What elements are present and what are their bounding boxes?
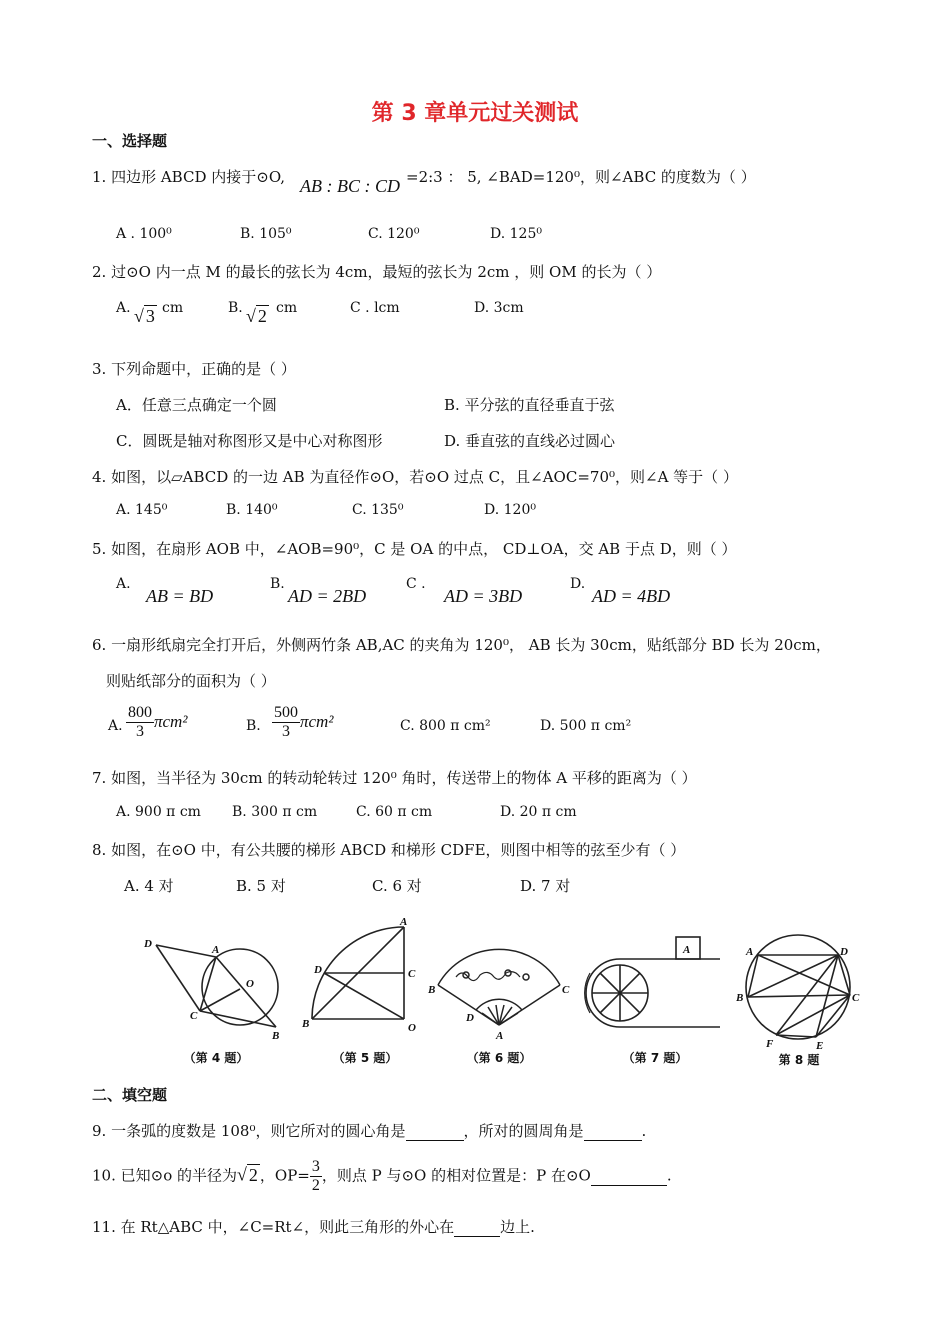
question-5-option-d-label: D. (570, 576, 586, 592)
label-o: O (408, 1022, 416, 1034)
figure-5-diagram (300, 915, 430, 1045)
question-9-part-b: ，所对的圆周角是 (463, 1122, 584, 1140)
question-7-option-b: B. 300 π cm (232, 804, 318, 820)
question-3-option-b: B. 平分弦的直径垂直于弦 (444, 396, 615, 414)
question-3-option-d: D. 垂直弦的直线必过圆心 (444, 432, 616, 450)
question-7-option-c: C. 60 π cm (356, 804, 433, 820)
label-c: C (852, 992, 860, 1004)
question-8-option-d: D. 7 对 (520, 877, 571, 895)
question-3-text: 3. 下列命题中，正确的是（ ） (92, 360, 296, 378)
label-b: B (428, 984, 436, 996)
question-5-option-d-expr: AD = 4BD (592, 586, 671, 606)
question-1-text: 1. 四边形 ABCD 内接于⊙O, (92, 168, 286, 186)
label-a: A (683, 944, 691, 956)
answer-blank[interactable] (591, 1167, 667, 1186)
question-10-part-c: ，则点 P 与⊙O 的相对位置是：P 在⊙O (321, 1166, 591, 1185)
question-11-part-a: 11. 在 Rt△ABC 中，∠C=Rt∠，则此三角形的外心在 (92, 1218, 455, 1236)
question-7-option-d: D. 20 π cm (500, 804, 577, 820)
question-2-option-d: D. 3cm (474, 300, 524, 316)
question-5-option-b-expr: AD = 2BD (288, 586, 367, 606)
question-1-option-a: A . 100⁰ (116, 226, 172, 242)
question-4-text: 4. 如图，以▱ABCD 的一边 AB 为直径作⊙O，若⊙O 过点 C，且∠AOC=70⁰，则∠A 等于（ ） (92, 468, 738, 486)
question-2-option-b-unit: cm (276, 300, 298, 316)
question-6-option-a-expr (126, 704, 187, 741)
question-4-option-c: C. 135⁰ (352, 502, 404, 518)
label-f: F (766, 1038, 774, 1050)
question-6-text-line1: 6. 一扇形纸扇完全打开后，外侧两竹条 AB,AC 的夹角为 120⁰， AB 长为 30cm，贴纸部分 BD 长为 20cm， (92, 636, 831, 654)
figure-7-diagram (580, 915, 730, 1045)
label-a: A (496, 1030, 504, 1042)
question-9 (92, 1120, 646, 1141)
question-8-option-b: B. 5 对 (236, 877, 286, 895)
question-11 (92, 1216, 535, 1237)
figure-5 (300, 915, 430, 1066)
label-a: A (746, 946, 754, 958)
numerator: 500 (274, 704, 298, 721)
label-a: A (400, 916, 408, 928)
label-d: D (314, 964, 322, 976)
figure-7-caption: （第 7 题） (622, 1051, 688, 1065)
question-4-option-d: D. 120⁰ (484, 502, 536, 518)
question-3-option-a: A．任意三点确定一个圆 (116, 396, 277, 414)
question-1-option-d: D. 125⁰ (490, 226, 542, 242)
section-heading-fill: 二、填空题 (92, 1086, 168, 1104)
figure-6-diagram (426, 915, 572, 1045)
figure-8-caption: 第 8 题 (778, 1053, 820, 1067)
figure-8-diagram (736, 915, 862, 1051)
sqrt-expression: √ 2 (237, 1164, 258, 1185)
question-2-option-a-sqrt: √ 3 (134, 306, 155, 326)
question-9-part-a: 9. 一条弧的度数是 108⁰，则它所对的圆心角是 (92, 1122, 406, 1140)
question-2-option-b-sqrt: √ 2 (246, 306, 267, 326)
question-6-option-b-expr (272, 704, 333, 741)
question-2-option-b-label: B. (228, 300, 243, 316)
figure-4-diagram (136, 915, 296, 1045)
question-6-option-d: D. 500 π cm² (540, 718, 632, 734)
question-6-option-a-label: A. (108, 718, 123, 734)
question-4-option-a: A. 145⁰ (116, 502, 168, 518)
question-11-part-b: 边上. (500, 1218, 535, 1236)
label-d: D (144, 938, 152, 950)
question-9-part-c: . (641, 1122, 647, 1140)
question-2-option-a-label: A. (116, 300, 131, 316)
question-1-arcs: AB : BC : CD (300, 176, 400, 196)
radicand: 3 (145, 306, 155, 326)
question-10-part-d: . (666, 1166, 672, 1185)
figure-7 (580, 915, 730, 1066)
question-6-option-c: C. 800 π cm² (400, 718, 491, 734)
figure-6 (426, 915, 572, 1066)
question-5-option-b-label: B. (270, 576, 285, 592)
figure-8 (736, 915, 862, 1068)
question-10-part-a: 10. 已知⊙o 的半径为 (92, 1166, 237, 1185)
question-6-text-line2: 则贴纸部分的面积为（ ） (106, 672, 276, 690)
question-10 (92, 1158, 672, 1195)
question-10-part-b: ，OP= (259, 1166, 310, 1185)
label-c: C (408, 968, 416, 980)
question-2-option-a-unit: cm (162, 300, 184, 316)
fraction (272, 704, 300, 741)
question-5-option-c-label: C . (406, 576, 426, 592)
answer-blank[interactable] (584, 1122, 642, 1141)
section-heading-choice: 一、选择题 (92, 132, 168, 150)
figure-5-caption: （第 5 题） (332, 1051, 398, 1065)
question-5-option-c-expr: AD = 3BD (444, 586, 523, 606)
figure-4 (136, 915, 296, 1066)
question-4-option-b: B. 140⁰ (226, 502, 278, 518)
question-5-text: 5. 如图，在扇形 AOB 中，∠AOB=90⁰，C 是 OA 的中点， CD⊥OA，交 AB 于点 D，则（ ） (92, 540, 737, 558)
label-b: B (302, 1018, 310, 1030)
question-1-option-b: B. 105⁰ (240, 226, 292, 242)
radicand: 2 (248, 1164, 258, 1185)
label-c: C (190, 1010, 198, 1022)
answer-blank[interactable] (454, 1218, 500, 1237)
label-e: E (816, 1040, 824, 1051)
denominator: 2 (311, 1177, 320, 1194)
question-7-text: 7. 如图，当半径为 30cm 的转动轮转过 120⁰ 角时，传送带上的物体 A 平移的距离为（ ） (92, 769, 697, 787)
unit: πcm² (154, 712, 188, 731)
question-3-option-c: C．圆既是轴对称图形又是中心对称图形 (116, 432, 383, 450)
page-title: 第 3 章单元过关测试 (371, 101, 579, 126)
question-8-option-c: C. 6 对 (372, 877, 422, 895)
question-2-text: 2. 过⊙O 内一点 M 的最长的弦长为 4cm，最短的弦长为 2cm ，则 OM 的长为（ ） (92, 263, 662, 281)
label-d: D (466, 1012, 474, 1024)
question-7-option-a: A. 900 π cm (116, 804, 201, 820)
question-2-option-c: C . lcm (350, 300, 400, 316)
numerator: 800 (128, 704, 152, 721)
question-1-option-c: C. 120⁰ (368, 226, 420, 242)
denominator: 3 (136, 723, 144, 740)
question-6-option-b-label: B. (246, 718, 261, 734)
radicand: 2 (257, 306, 267, 326)
label-d: D (840, 946, 848, 958)
question-5-option-a-label: A. (116, 576, 131, 592)
label-b: B (736, 992, 744, 1004)
label-a: A (212, 944, 220, 956)
figure-6-caption: （第 6 题） (466, 1051, 532, 1065)
label-c: C (562, 984, 570, 996)
fraction (126, 704, 154, 741)
label-b: B (272, 1030, 280, 1042)
figure-4-caption: （第 4 题） (183, 1051, 249, 1065)
numerator: 3 (311, 1158, 320, 1175)
label-o: O (246, 978, 254, 990)
question-5-option-a-expr: AB = BD (146, 586, 214, 606)
question-1-ratio: =2:3 ： 5, ∠BAD=120⁰，则∠ABC 的度数为（ ） (406, 168, 756, 186)
denominator: 3 (282, 723, 290, 740)
question-8-text: 8. 如图，在⊙O 中，有公共腰的梯形 ABCD 和梯形 CDFE，则图中相等的弦至少有（ ） (92, 841, 686, 859)
answer-blank[interactable] (406, 1122, 464, 1141)
fraction (310, 1158, 322, 1195)
question-8-option-a: A. 4 对 (124, 877, 174, 895)
unit: πcm² (300, 712, 334, 731)
